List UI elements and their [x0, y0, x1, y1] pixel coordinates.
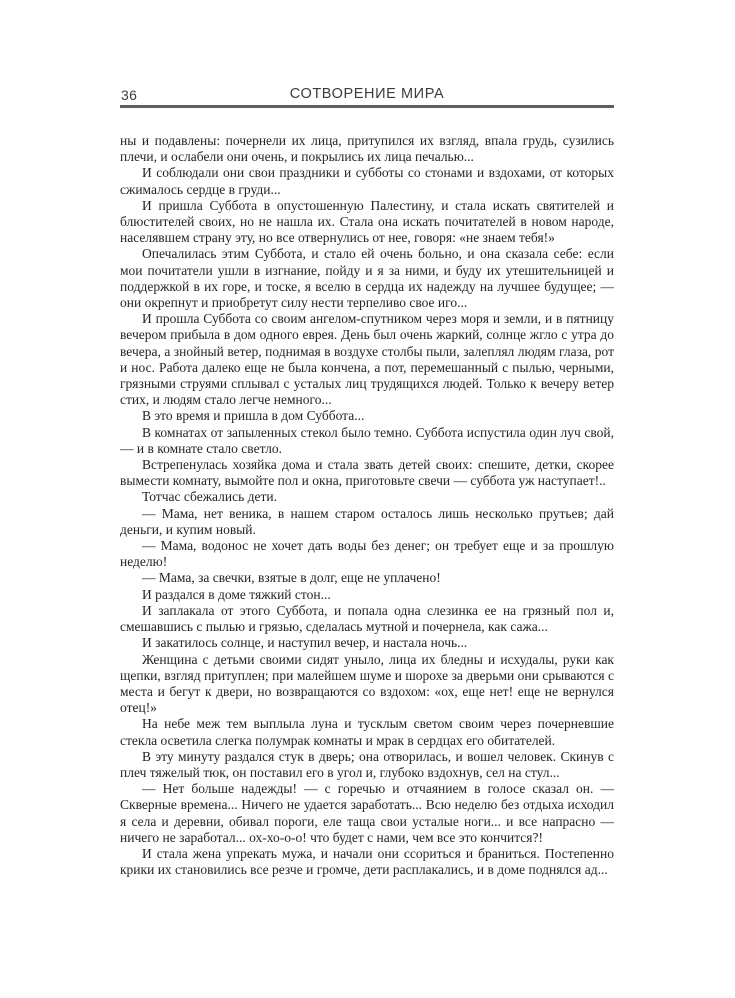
- paragraph: На небе меж тем выплыла луна и тусклым светом своим через почерневшие стекла осветила слегка полумрак комнаты и мрак в сердцах его обитателей.: [120, 716, 614, 748]
- paragraph: ны и подавлены: почернели их лица, притупился их взгляд, впала грудь, сузились плечи, и ослабели они очень, и покрылись их лица печалью...: [120, 133, 614, 165]
- page-header: [120, 86, 614, 104]
- paragraph: Опечалилась этим Суббота, и стало ей очень больно, и она сказала себе: если мои почитатели ушли в изгнание, пойду и я за ними, и буду их утешительницей и поддержкой в их горе, и тоске, я вселю в сердца их надежду на лучшее будущее; — они окрепнут и приобретут силу нести терпеливо свое иго...: [120, 246, 614, 311]
- body-text: [120, 133, 614, 878]
- paragraph: — Мама, нет веника, в нашем старом осталось лишь несколько прутьев; дай деньги, и купим новый.: [120, 505, 614, 537]
- paragraph: — Мама, за свечки, взятые в долг, еще не уплачено!: [142, 570, 441, 586]
- paragraph: — Нет больше надежды! — с горечью и отчаянием в голосе сказал он. — Скверные времена... Ничего не удается заработать... Всю неделю без отдыха исходил я села и деревни, обивал пороги, еле таща свои усталые ноги... и все напрасно — ничего не заработал... ох-хо-о-о! что будет с нами, чем все это кончится?!: [120, 781, 614, 845]
- paragraph: И стала жена упрекать мужа, и начали они ссориться и браниться. Постепенно крики их становились все резче и громче, дети расплакались, и в доме поднялся ад...: [120, 845, 614, 878]
- paragraph: И пришла Суббота в опустошенную Палестину, и стала искать святителей и блюстителей своих, но не нашла их. Стала она искать почитателей в новом народе, населявшем страну эту, но все отвернулись от нее, говоря: «не знаем тебя!»: [120, 197, 614, 246]
- paragraph: В эту минуту раздался стук в дверь; она отворилась, и вошел человек. Скинув с плеч тяжелый тюк, он поставил его в угол и, глубоко вздохнув, сел на стул...: [120, 748, 614, 780]
- paragraph: И закатилось солнце, и наступил вечер, и настала ночь...: [142, 635, 468, 651]
- paragraph: Женщина с детьми своими сидят уныло, лица их бледны и исхудалы, руки как щепки, взгляд притуплен; при малейшем шуме и шорохе за дверьми они срываются с места и бегут к двери, но возвращаются со вздохом: «ох, еще нет! еще не вернулся отец!»: [120, 651, 614, 716]
- header-rule: [120, 105, 614, 108]
- paragraph: И раздался в доме тяжкий стон...: [142, 586, 331, 602]
- paragraph: И соблюдали они свои праздники и субботы со стонами и вздохами, от которых сжималось сердце в груди...: [120, 165, 614, 197]
- paragraph: И заплакала от этого Суббота, и попала одна слезинка ее на грязный пол и, смешавшись с пылью и грязью, сделалась мутной и почернела, как сажа...: [120, 602, 614, 635]
- paragraph: В это время и пришла в дом Суббота...: [142, 408, 365, 424]
- running-title: СОТВОРЕНИЕ МИРА: [289, 86, 445, 102]
- paragraph: Тотчас сбежались дети.: [142, 489, 277, 505]
- paragraph: И прошла Суббота со своим ангелом-спутником через моря и земли, и в пятницу вечером прибыла в дом одного еврея. День был очень жаркий, солнце жгло с утра до вечера, а знойный ветер, поднимая в воздухе столбы пыли, залеплял людям глаза, рот и нос. Работа далеко еще не была кончена, а пот, перемешанный с пылью, черными, грязными струями сплывал с усталых лиц трудящихся людей. Только к вечеру ветер стих, и людям стало легче немного...: [120, 311, 614, 408]
- page-number: 36: [121, 87, 138, 103]
- paragraph: Встрепенулась хозяйка дома и стала звать детей своих: спешите, детки, скорее вымести комнату, вымойте пол и окна, приготовьте свечи — суббота уж наступает!..: [120, 457, 614, 489]
- paragraph: В комнатах от запыленных стекол было темно. Суббота испустила один луч свой, — и в комнате стало светло.: [120, 424, 614, 456]
- paragraph: — Мама, водонос не хочет дать воды без денег; он требует еще и за прошлую неделю!: [120, 538, 614, 570]
